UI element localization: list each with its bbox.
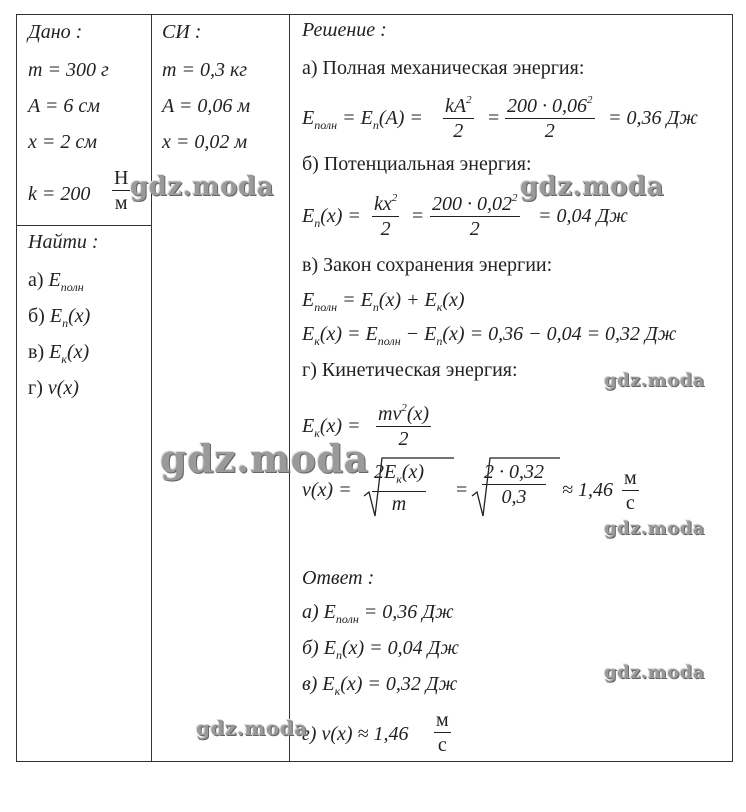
- solution-d-title: г) Кинетическая энергия:: [302, 359, 518, 381]
- solution-d-velocity-lhs: v(x) =: [302, 479, 352, 501]
- answer-velocity: г) v(x) ≈ 1,46: [302, 723, 409, 745]
- answer-kinetic-energy: в) $E_к(x) = 0,32$ Дж: [302, 673, 458, 698]
- solution-a-lhs: $E_{полн} = E_п(A)$ =: [302, 107, 423, 132]
- column-divider-si-solution: [289, 15, 290, 761]
- given-stiffness-unit: Н м: [114, 167, 129, 214]
- watermark: gdz.moda: [130, 172, 275, 202]
- solution-d-velocity-unit: м с: [624, 467, 637, 514]
- solution-d-sqrt-fraction-formula: $2E_к(x)$ m: [374, 461, 425, 515]
- answer-potential-energy: б) $E_п(x) = 0,04$ Дж: [302, 637, 459, 662]
- solution-c-kinetic-calc: $E_к(x) = E_{полн} - E_п(x) = 0,36 - 0,04 = 0,32$ Дж: [302, 323, 677, 348]
- solution-c-title: в) Закон сохранения энергии:: [302, 254, 553, 276]
- find-header: Найти :: [28, 231, 99, 253]
- solution-d-equals: =: [456, 479, 468, 501]
- solution-d-kinetic-fraction: $\frac{mv^2(x)}{2}$: [376, 396, 431, 451]
- column-divider-given-si: [151, 15, 152, 761]
- solution-b-fraction-values: $\frac{200 \cdot 0,02^2}{2}$: [430, 186, 520, 241]
- solution-c-energy-sum: $E_{полн} = E_п(x) + E_к(x)$: [302, 289, 465, 314]
- si-amplitude: A = 0,06 м: [162, 95, 251, 117]
- find-item-potential-energy: б) $E_п(x)$: [28, 305, 91, 330]
- find-item-total-energy: а) $E_{полн}$: [28, 269, 84, 294]
- solution-b-fraction-formula: $\frac{kx^2}{2}$: [372, 186, 399, 241]
- solution-b-title: б) Потенциальная энергия:: [302, 153, 532, 175]
- answer-header: Ответ :: [302, 567, 375, 589]
- solution-b-equals: =: [412, 205, 424, 227]
- solution-d-approx-result: ≈ 1,46: [562, 479, 613, 501]
- solution-d-sqrt-fraction-values: $\frac{2 \cdot 0,32}{0,3}$: [484, 461, 544, 508]
- solution-a-fraction-formula: $\frac{kA^2}{2}$: [443, 88, 474, 143]
- solution-d-kinetic-lhs: $E_к(x)$ =: [302, 415, 361, 440]
- given-stiffness: k = 200: [28, 183, 91, 205]
- given-header: Дано :: [28, 21, 83, 43]
- si-mass: m = 0,3 кг: [162, 59, 248, 81]
- given-mass: m = 300 г: [28, 59, 109, 81]
- solution-a-title: а) Полная механическая энергия:: [302, 57, 585, 79]
- solution-b-lhs: $E_п(x)$ =: [302, 205, 361, 230]
- answer-total-energy: а) $E_{полн} = 0,36$ Дж: [302, 601, 454, 626]
- answer-velocity-unit: м с: [436, 709, 449, 756]
- si-header: СИ :: [162, 21, 202, 43]
- si-displacement: x = 0,02 м: [162, 131, 248, 153]
- solution-a-fraction-values: $\frac{200 \cdot 0,06^2}{2}$: [505, 88, 595, 143]
- watermark: gdz.moda: [520, 172, 665, 202]
- row-divider-given-find: [17, 225, 151, 226]
- solution-a-result: = 0,36 Дж: [608, 107, 698, 129]
- watermark: gdz.moda: [604, 370, 705, 391]
- given-amplitude: A = 6 см: [28, 95, 100, 117]
- watermark: gdz.moda: [604, 662, 705, 683]
- given-displacement: x = 2 см: [28, 131, 98, 153]
- solution-a-equals: =: [488, 107, 500, 129]
- find-item-velocity: г) v(x): [28, 377, 79, 399]
- watermark: gdz.moda: [196, 716, 308, 740]
- solution-header: Решение :: [302, 19, 387, 41]
- solution-b-result: = 0,04 Дж: [538, 205, 628, 227]
- watermark: gdz.moda: [160, 436, 369, 481]
- watermark: gdz.moda: [604, 518, 705, 539]
- find-item-kinetic-energy: в) $E_к(x)$: [28, 341, 90, 366]
